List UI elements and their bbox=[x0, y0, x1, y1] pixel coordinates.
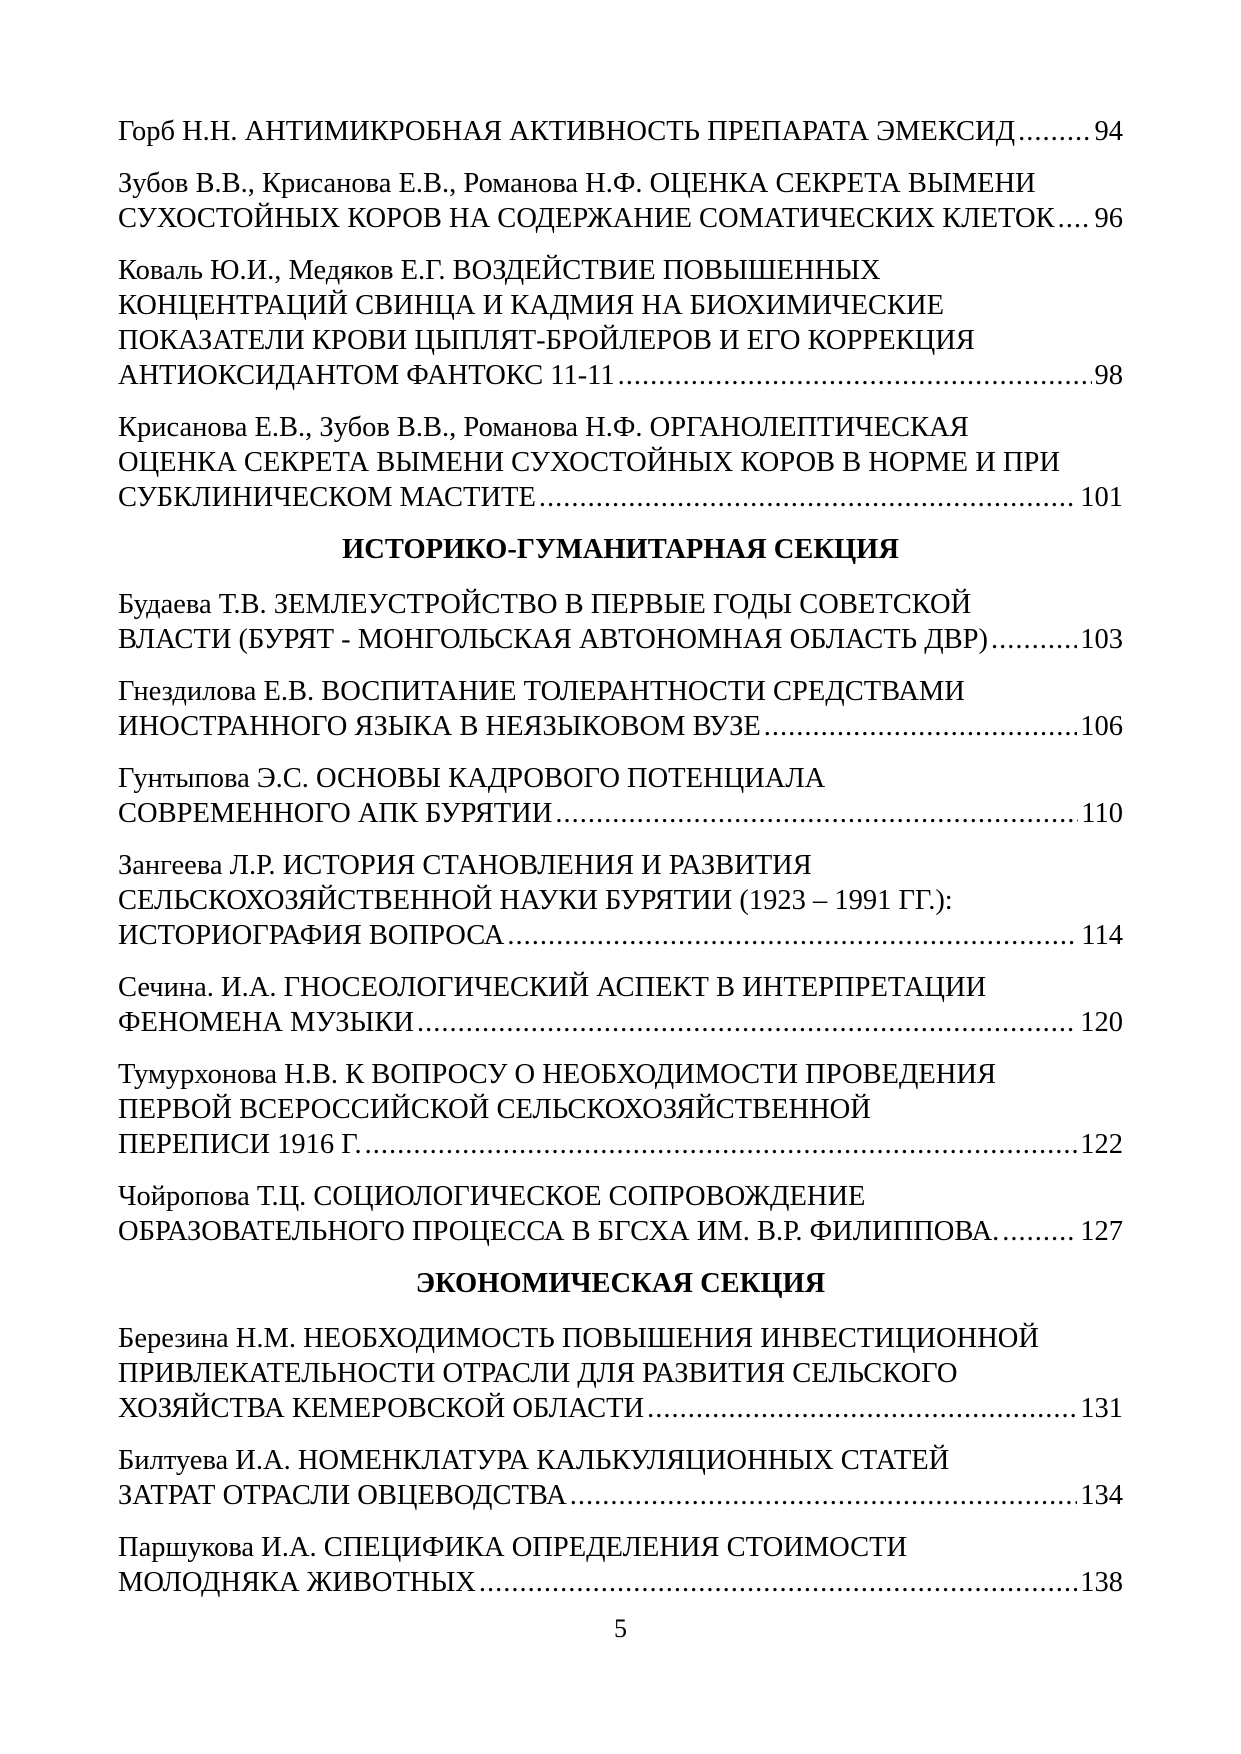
toc-entry-title-end: СОВРЕМЕННОГО АПК БУРЯТИИ bbox=[118, 798, 553, 829]
toc-entry-title-end: СУБКЛИНИЧЕСКОМ МАСТИТЕ bbox=[118, 482, 536, 513]
dot-leader bbox=[991, 622, 1077, 657]
toc-entry-title-end: ЗАТРАТ ОТРАСЛИ ОВЦЕВОДСТВА bbox=[118, 1480, 567, 1511]
toc-entry-title-end: ОБРАЗОВАТЕЛЬНОГО ПРОЦЕССА В БГСХА ИМ. В.Р. ФИЛИППОВА. bbox=[118, 1216, 1000, 1247]
dot-leader bbox=[1058, 201, 1092, 236]
toc-entry-line: Березина Н.М. НЕОБХОДИМОСТЬ ПОВЫШЕНИЯ ИНВЕСТИЦИОННОЙ bbox=[118, 1323, 1039, 1354]
toc-entry bbox=[118, 848, 1123, 953]
toc-entry-line: Сечина. И.А. ГНОСЕОЛОГИЧЕСКИЙ АСПЕКТ В ИНТЕРПРЕТАЦИИ bbox=[118, 972, 987, 1003]
dot-leader bbox=[764, 709, 1077, 744]
dot-leader bbox=[555, 796, 1078, 831]
toc-entry bbox=[118, 1530, 1123, 1600]
toc-page-number: 96 bbox=[1094, 203, 1123, 234]
section-heading: ИСТОРИКО-ГУМАНИТАРНАЯ СЕКЦИЯ bbox=[342, 534, 899, 565]
toc-page-number: 122 bbox=[1080, 1129, 1123, 1160]
toc-entry-last-line bbox=[118, 1214, 1123, 1249]
toc-entry-title-end: СУХОСТОЙНЫХ КОРОВ НА СОДЕРЖАНИЕ СОМАТИЧЕСКИХ КЛЕТОК bbox=[118, 203, 1055, 234]
dot-leader bbox=[479, 1565, 1077, 1600]
toc-entry-line: ОЦЕНКА СЕКРЕТА ВЫМЕНИ СУХОСТОЙНЫХ КОРОВ В НОРМЕ И ПРИ bbox=[118, 447, 1060, 478]
toc-entry bbox=[118, 761, 1123, 831]
toc-page-number: 94 bbox=[1094, 116, 1123, 147]
dot-leader bbox=[1002, 1214, 1077, 1249]
dot-leader bbox=[618, 358, 1092, 393]
toc-entry-last-line bbox=[118, 480, 1123, 515]
toc-entry-line: Чойропова Т.Ц. СОЦИОЛОГИЧЕСКОЕ СОПРОВОЖДЕНИЕ bbox=[118, 1181, 866, 1212]
toc-entry-title-end: ФЕНОМЕНА МУЗЫКИ bbox=[118, 1007, 414, 1038]
toc-entry bbox=[118, 1179, 1123, 1249]
toc-entry-line: Тумурхонова Н.В. К ВОПРОСУ О НЕОБХОДИМОСТИ ПРОВЕДЕНИЯ bbox=[118, 1059, 996, 1090]
toc-entry-title-end: Горб Н.Н. АНТИМИКРОБНАЯ АКТИВНОСТЬ ПРЕПАРАТА ЭМЕКСИД bbox=[118, 116, 1016, 147]
toc-entry-title-end: ПЕРЕПИСИ 1916 Г. bbox=[118, 1129, 362, 1160]
toc-entry-title-end: ИСТОРИОГРАФИЯ ВОПРОСА bbox=[118, 920, 505, 951]
dot-leader bbox=[1018, 114, 1091, 149]
toc-entry-title-end: ХОЗЯЙСТВА КЕМЕРОВСКОЙ ОБЛАСТИ bbox=[118, 1393, 645, 1424]
toc-entry-line: ПРИВЛЕКАТЕЛЬНОСТИ ОТРАСЛИ ДЛЯ РАЗВИТИЯ СЕЛЬСКОГО bbox=[118, 1358, 958, 1389]
toc-entry-line: СЕЛЬСКОХОЗЯЙСТВЕННОЙ НАУКИ БУРЯТИИ (1923 – 1991 ГГ.): bbox=[118, 885, 953, 916]
toc-entry-line: Коваль Ю.И., Медяков Е.Г. ВОЗДЕЙСТВИЕ ПОВЫШЕННЫХ bbox=[118, 255, 881, 286]
toc-entry-line: Гнездилова Е.В. ВОСПИТАНИЕ ТОЛЕРАНТНОСТИ СРЕДСТВАМИ bbox=[118, 676, 965, 707]
toc-entry-line: Зангеева Л.Р. ИСТОРИЯ СТАНОВЛЕНИЯ И РАЗВИТИЯ bbox=[118, 850, 812, 881]
toc-entry-line: Билтуева И.А. НОМЕНКЛАТУРА КАЛЬКУЛЯЦИОННЫХ СТАТЕЙ bbox=[118, 1445, 950, 1476]
toc-entry bbox=[118, 1443, 1123, 1513]
toc-entry-last-line bbox=[118, 622, 1123, 657]
page-number: 5 bbox=[614, 1614, 627, 1643]
toc-entry bbox=[118, 587, 1123, 657]
toc-page-number: 134 bbox=[1080, 1480, 1123, 1511]
toc-entry-last-line bbox=[118, 1005, 1123, 1040]
toc-entry bbox=[118, 970, 1123, 1040]
dot-leader bbox=[570, 1478, 1078, 1513]
toc-entry-line: Паршукова И.А. СПЕЦИФИКА ОПРЕДЕЛЕНИЯ СТОИМОСТИ bbox=[118, 1532, 908, 1563]
toc-entry-title-end: ИНОСТРАННОГО ЯЗЫКА В НЕЯЗЫКОВОМ ВУЗЕ bbox=[118, 711, 761, 742]
toc-page-number: 101 bbox=[1080, 482, 1123, 513]
toc-entry-last-line bbox=[118, 1391, 1123, 1426]
toc-entry bbox=[118, 1057, 1123, 1162]
toc-entry-title-end: МОЛОДНЯКА ЖИВОТНЫХ bbox=[118, 1567, 476, 1598]
toc-page-number: 138 bbox=[1080, 1567, 1123, 1598]
toc-page-number: 120 bbox=[1080, 1007, 1123, 1038]
toc-entry-line: Крисанова Е.В., Зубов В.В., Романова Н.Ф. ОРГАНОЛЕПТИЧЕСКАЯ bbox=[118, 412, 969, 443]
toc-entry-last-line bbox=[118, 1127, 1123, 1162]
toc-page-number: 127 bbox=[1080, 1216, 1123, 1247]
toc-entry bbox=[118, 674, 1123, 744]
toc-entry-last-line bbox=[118, 918, 1123, 953]
toc-entry bbox=[118, 410, 1123, 515]
dot-leader bbox=[507, 918, 1078, 953]
toc-page-number: 114 bbox=[1081, 920, 1123, 951]
table-of-contents bbox=[118, 114, 1123, 1617]
toc-entry bbox=[118, 253, 1123, 393]
toc-entry-title-end: ВЛАСТИ (БУРЯТ - МОНГОЛЬСКАЯ АВТОНОМНАЯ ОБЛАСТЬ ДВР) bbox=[118, 624, 989, 655]
toc-entry-line: КОНЦЕНТРАЦИЙ СВИНЦА И КАДМИЯ НА БИОХИМИЧЕСКИЕ bbox=[118, 290, 944, 321]
toc-entry-title-end: АНТИОКСИДАНТОМ ФАНТОКС 11-11 bbox=[118, 360, 615, 391]
toc-entry-line: ПОКАЗАТЕЛИ КРОВИ ЦЫПЛЯТ-БРОЙЛЕРОВ И ЕГО КОРРЕКЦИЯ bbox=[118, 325, 975, 356]
toc-entry-last-line bbox=[118, 114, 1123, 149]
toc-page-number: 106 bbox=[1080, 711, 1123, 742]
section-heading: ЭКОНОМИЧЕСКАЯ СЕКЦИЯ bbox=[415, 1268, 826, 1299]
toc-entry bbox=[118, 1321, 1123, 1426]
toc-entry-line: Будаева Т.В. ЗЕМЛЕУСТРОЙСТВО В ПЕРВЫЕ ГОДЫ СОВЕТСКОЙ bbox=[118, 589, 972, 620]
toc-page-number: 98 bbox=[1094, 360, 1123, 391]
toc-page-number: 103 bbox=[1080, 624, 1123, 655]
toc-entry bbox=[118, 166, 1123, 236]
toc-entry-last-line bbox=[118, 1478, 1123, 1513]
dot-leader bbox=[417, 1005, 1077, 1040]
toc-entry-line: Зубов В.В., Крисанова Е.В., Романова Н.Ф. ОЦЕНКА СЕКРЕТА ВЫМЕНИ bbox=[118, 168, 1036, 199]
dot-leader bbox=[539, 480, 1077, 515]
toc-entry-last-line bbox=[118, 796, 1123, 831]
toc-entry-line: Гунтыпова Э.С. ОСНОВЫ КАДРОВОГО ПОТЕНЦИАЛА bbox=[118, 763, 826, 794]
dot-leader bbox=[647, 1391, 1077, 1426]
dot-leader bbox=[365, 1127, 1078, 1162]
toc-page-number: 110 bbox=[1081, 798, 1123, 829]
toc-entry bbox=[118, 114, 1123, 149]
toc-entry-last-line bbox=[118, 709, 1123, 744]
toc-entry-last-line bbox=[118, 1565, 1123, 1600]
toc-entry-line: ПЕРВОЙ ВСЕРОССИЙСКОЙ СЕЛЬСКОХОЗЯЙСТВЕННОЙ bbox=[118, 1094, 871, 1125]
toc-entry-last-line bbox=[118, 201, 1123, 236]
toc-page-number: 131 bbox=[1080, 1393, 1123, 1424]
toc-entry-last-line bbox=[118, 358, 1123, 393]
